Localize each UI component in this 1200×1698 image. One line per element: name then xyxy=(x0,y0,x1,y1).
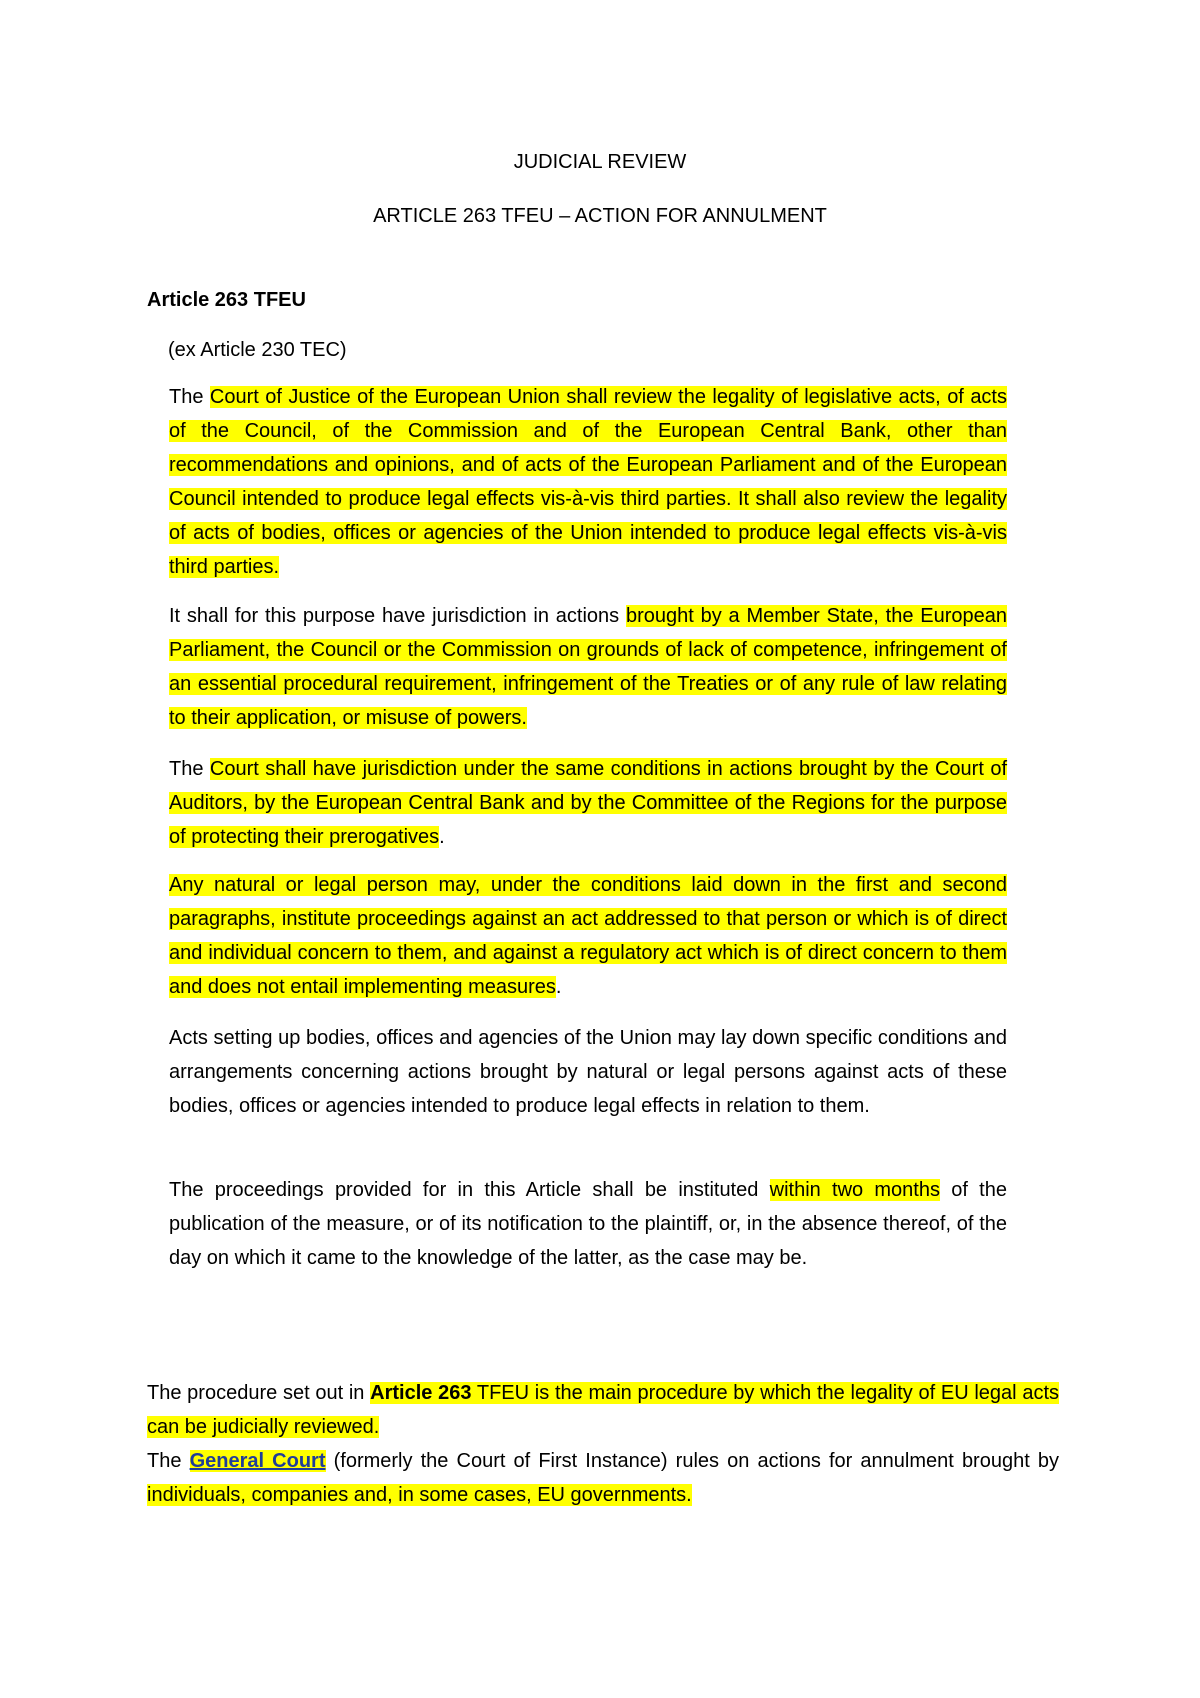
article-heading: Article 263 TFEU xyxy=(147,289,306,311)
highlight-4: Any natural or legal person may, under the conditions laid down in the first and second paragraphs, institute proceedings against an act addressed to that person or which is of direct and individual concern to them, and against a regulatory act which is of direct concern to them and does not entail implementing measures xyxy=(169,874,1007,998)
general-court-link[interactable]: General Court xyxy=(189,1450,326,1472)
paragraph-3 xyxy=(169,752,1007,854)
summary-1-text: The procedure set out in xyxy=(147,1382,371,1404)
paragraph-1 xyxy=(169,380,1007,584)
summary-paragraph-1 xyxy=(147,1376,1059,1444)
paragraph-4 xyxy=(169,868,1007,1004)
summary-paragraph-2 xyxy=(147,1444,1059,1512)
paragraph-1-text: The xyxy=(169,386,210,408)
summary-1-article-ref: Article 263 xyxy=(370,1382,472,1404)
highlight-3: Court shall have jurisdiction under the same conditions in actions brought by the Court of Auditors, by the European Central Bank and by the Committee of the Regions for the purpose of protecting their prerogatives xyxy=(169,758,1007,848)
summary-2-middle: (formerly the Court of First Instance) rules on actions for annulment brought by xyxy=(325,1450,1060,1472)
document-subtitle: ARTICLE 263 TFEU – ACTION FOR ANNULMENT xyxy=(373,205,827,227)
paragraph-5: Acts setting up bodies, offices and agencies of the Union may lay down specific conditions and arrangements concerning actions brought by natural or legal persons against acts of these bodies, offices or agencies intended to produce legal effects in relation to them. xyxy=(169,1027,1007,1117)
ex-article-reference: (ex Article 230 TEC) xyxy=(168,339,347,361)
paragraph-3-text: The xyxy=(169,758,210,780)
paragraph-2 xyxy=(169,599,1007,735)
document-title: JUDICIAL REVIEW xyxy=(513,151,687,173)
paragraph-6 xyxy=(169,1173,1007,1275)
paragraph-2-text: It shall for this purpose have jurisdiction in actions xyxy=(169,605,626,627)
summary-1-highlight: TFEU is the main procedure by which the legality of EU legal acts can be judicially reviewed. xyxy=(147,1382,1060,1438)
paragraph-6-text: The proceedings provided for in this Article shall be instituted xyxy=(169,1179,770,1201)
highlight-2: brought by a Member State, the European Parliament, the Council or the Commission on grounds of lack of competence, infringement of an essential procedural requirement, infringement of the Treaties or of any rule of law relating to their application, or misuse of powers. xyxy=(169,605,1007,729)
highlight-6: within two months xyxy=(769,1179,940,1201)
summary-2-text: The xyxy=(147,1450,190,1472)
paragraph-6-end: of the publication of the measure, or of its notification to the plaintiff, or, in the absence thereof, of the day on which it came to the knowledge of the latter, as the case may be. xyxy=(169,1179,1007,1269)
highlight-1: Court of Justice of the European Union shall review the legality of legislative acts, of acts of the Council, of the Commission and of the European Central Bank, other than recommendations and opinions, and of acts of the European Parliament and of the European Council intended to produce legal effects vis-à-vis third parties. It shall also review the legality of acts of bodies, offices or agencies of the Union intended to produce legal effects vis-à-vis third parties. xyxy=(169,386,1007,578)
paragraph-3-end: . xyxy=(439,826,445,848)
summary-2-highlight: individuals, companies and, in some cases, EU governments. xyxy=(147,1484,692,1506)
paragraph-4-end: . xyxy=(555,976,562,998)
